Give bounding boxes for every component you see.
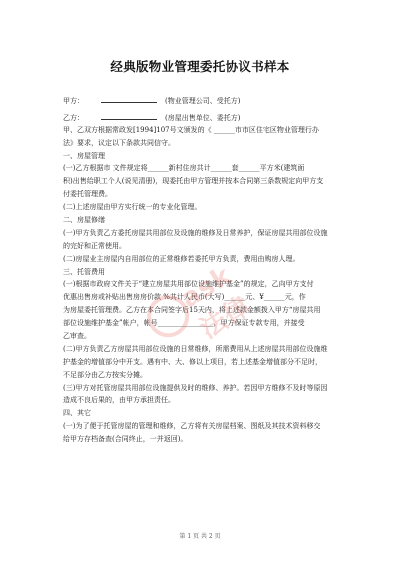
section-heading-housing: 一、房屋管理 [63,151,105,160]
section-heading-other: 四、其它 [63,409,91,418]
clause-line: (一)乙方根据市 文件规定将______新村住房共计______套______平方米(建筑面 [63,164,305,173]
clause-line: (一)甲方负责乙方委托房屋共用部位及设施的维修及日常养护，保证房屋共用部位设施 [63,228,328,237]
document-body [63,94,349,446]
section-heading-fees: 三、托管费用 [63,267,105,276]
clause-line: 护基金的增值部分中开支。遇有中、大、修以上项目，若上述基金增值部分不足时， [63,357,322,366]
party-b-line [63,111,349,124]
clause-line: 积)出售给职工个人(说见清册)，现委托由甲方管理并按本合同第三条数规定向甲方支 [63,177,324,186]
clause-line: (二)房屋业主房屋内自用部位的正常维修若委托甲方负责，费用由购房人理。 [63,254,300,263]
page-footer: 第 1 页 共 2 页 [179,533,221,540]
clause-line: 给甲方存档备查(合同终止，一并返回)。 [63,435,188,444]
clause-line: 乙审查。 [63,332,91,341]
preamble-line-2: 法》要求，议定以下条款共同信守。 [63,138,175,147]
clause-line: 的完好和正常使用。 [63,241,126,250]
watermark-text: ask 法律 [175,260,257,345]
clause-line: 付委托管理费。 [63,190,112,199]
party-a-label: 甲方： [63,97,84,105]
party-a-blank [101,94,157,103]
preamble-line-1: 甲、乙双方根据常政发[1994]107号文颁发的《 ______市市区住宅区物业管理行办 [63,125,319,134]
clause-line: 不足部分由乙方按实分摊。 [63,370,147,379]
section-heading-repair: 二、房屋修缮 [63,216,105,225]
document-title: 经典版物业管理委托协议书样本 [110,59,290,74]
party-b-label: 乙方： [63,113,84,122]
party-a-note: (物业管理公司、受托方) [165,97,241,105]
clause-line: (二)上述房屋由甲方实行统一的专业化管理。 [63,203,202,212]
clause-line: 造成不良后果的，由甲方承担责任。 [63,396,175,405]
party-a-line [63,94,349,107]
clause-line: 优惠出售房或补贴出售房房价款 %共计人民币(大写)______元、¥______元，作 [63,293,306,302]
party-b-blank [101,111,157,120]
clause-line: (一)为了便于托管房屋的管理和维修，乙方将有关房屋档案、图纸及其技术资料移交 [63,422,321,431]
clause-line: (二)甲方负责乙方房屋共用部位设施的日常维修，所需费用从上述房屋共用部位设施维 [63,344,328,353]
clause-line: (三)甲方对托管房屋共用部位设施提供及时的维修、养护。若因甲方维修不及时等原因 [63,383,328,392]
clause-line: 为房屋委托管理费。乙方在本合同签字后15天内，将上述款金额拨入甲方“房屋共用 [63,306,321,315]
clause-line: (一)根据市政府文件关于“建立房屋共用部位设施维护基金”的规定，乙向甲方支付 [63,280,314,289]
clause-line: 部位设施维护基金”帐户，帐号________________，甲方保证专款专用，并接受 [63,319,305,328]
party-b-note: (房屋出售单位、委托方) [165,113,241,122]
